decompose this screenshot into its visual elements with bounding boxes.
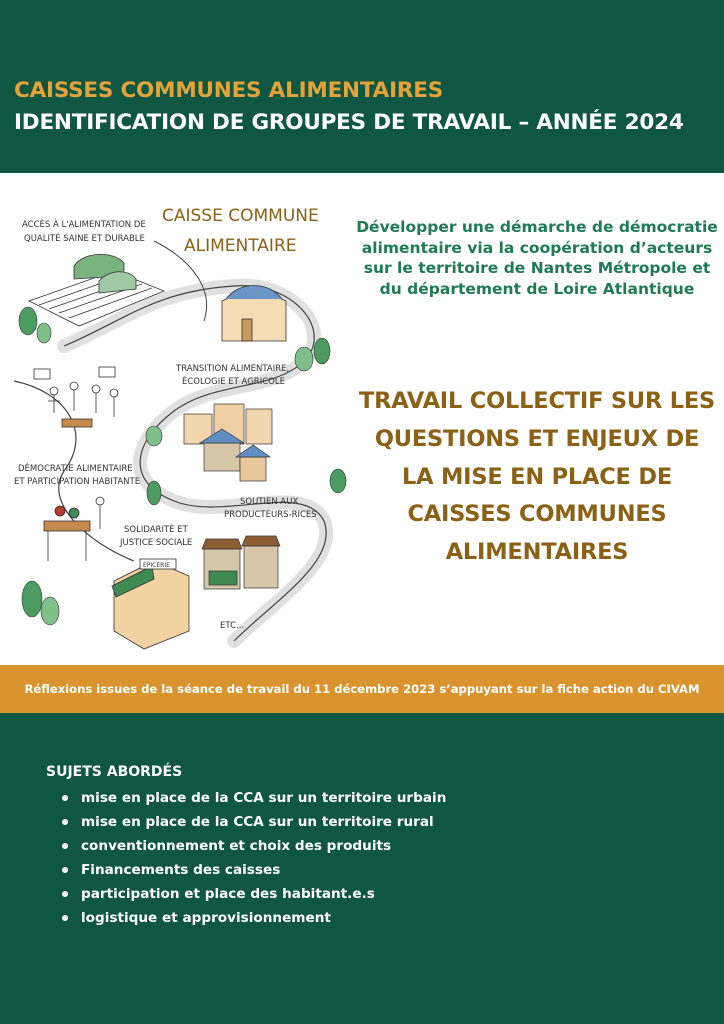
market-drawing xyxy=(202,536,280,589)
source-text: Réflexions issues de la séance de travail du 11 décembre 2023 s’appuyant sur la fiche action du CIVAM xyxy=(24,682,700,696)
label-soutien-1: SOUTIEN AUX xyxy=(240,497,299,507)
label-democratie-1: DÉMOCRATIE ALIMENTAIRE xyxy=(18,464,133,474)
main-heading-line: CAISSES COMMUNES xyxy=(407,501,667,528)
label-democratie-2: ET PARTICIPATION HABITANTE xyxy=(14,477,141,487)
list-item: mise en place de la CCA sur un territoire rural xyxy=(62,810,446,834)
list-item: conventionnement et choix des produits xyxy=(62,834,446,858)
main-heading-line: LA MISE EN PLACE DE xyxy=(402,463,672,490)
list-item: Financements des caisses xyxy=(62,858,446,882)
subjects-title: SUJETS ABORDÉS xyxy=(46,764,183,780)
people-drawing xyxy=(34,367,118,427)
source-banner xyxy=(0,665,724,713)
list-item: logistique et approvisionnement xyxy=(62,906,446,930)
document-title: CAISSES COMMUNES ALIMENTAIRES xyxy=(14,78,444,103)
illustration-title-1: CAISSE COMMUNE xyxy=(162,206,319,226)
main-heading-line: ALIMENTAIRES xyxy=(445,539,629,566)
barn-drawing xyxy=(222,286,286,342)
illustration-title-2: ALIMENTAIRE xyxy=(184,236,297,256)
subjects-section xyxy=(0,713,724,1024)
label-acces-1: ACCÈS À L'ALIMENTATION DE xyxy=(22,220,146,230)
content-panel xyxy=(0,173,724,665)
intro-text: Développer une démarche de démocratie alimentaire via la coopération d’acteurs sur le territoire de Nantes Métropole et du département de Loire Atlantique xyxy=(356,218,718,298)
subjects-list xyxy=(62,786,446,930)
main-heading xyxy=(356,383,718,572)
town-drawing xyxy=(184,404,272,481)
epicerie-drawing xyxy=(112,559,189,649)
label-etc: ETC... xyxy=(220,621,245,631)
label-transition-1: TRANSITION ALIMENTAIRE, xyxy=(176,364,290,374)
label-transition-2: ÉCOLOGIE ET AGRICOLE xyxy=(182,377,285,387)
main-heading-line: QUESTIONS ET ENJEUX DE xyxy=(374,425,700,452)
kitchen-drawing xyxy=(44,497,104,561)
label-soutien-2: PRODUCTEURS-RICES xyxy=(224,510,317,520)
document-subtitle: IDENTIFICATION DE GROUPES DE TRAVAIL – ANNÉE 2024 xyxy=(14,110,684,135)
list-item: participation et place des habitant.e.s xyxy=(62,882,446,906)
list-item: mise en place de la CCA sur un territoire urbain xyxy=(62,786,446,810)
label-solidarite-1: SOLIDARITÉ ET xyxy=(124,525,188,535)
header-banner xyxy=(0,0,724,173)
epicerie-sign: ÉPICERIE xyxy=(143,562,170,569)
caisse-commune-illustration xyxy=(4,181,354,661)
label-acces-2: QUALITÉ SAINE ET DURABLE xyxy=(24,234,145,244)
label-solidarite-2: JUSTICE SOCIALE xyxy=(120,538,193,548)
main-heading-line: TRAVAIL COLLECTIF SUR LES xyxy=(358,388,716,414)
